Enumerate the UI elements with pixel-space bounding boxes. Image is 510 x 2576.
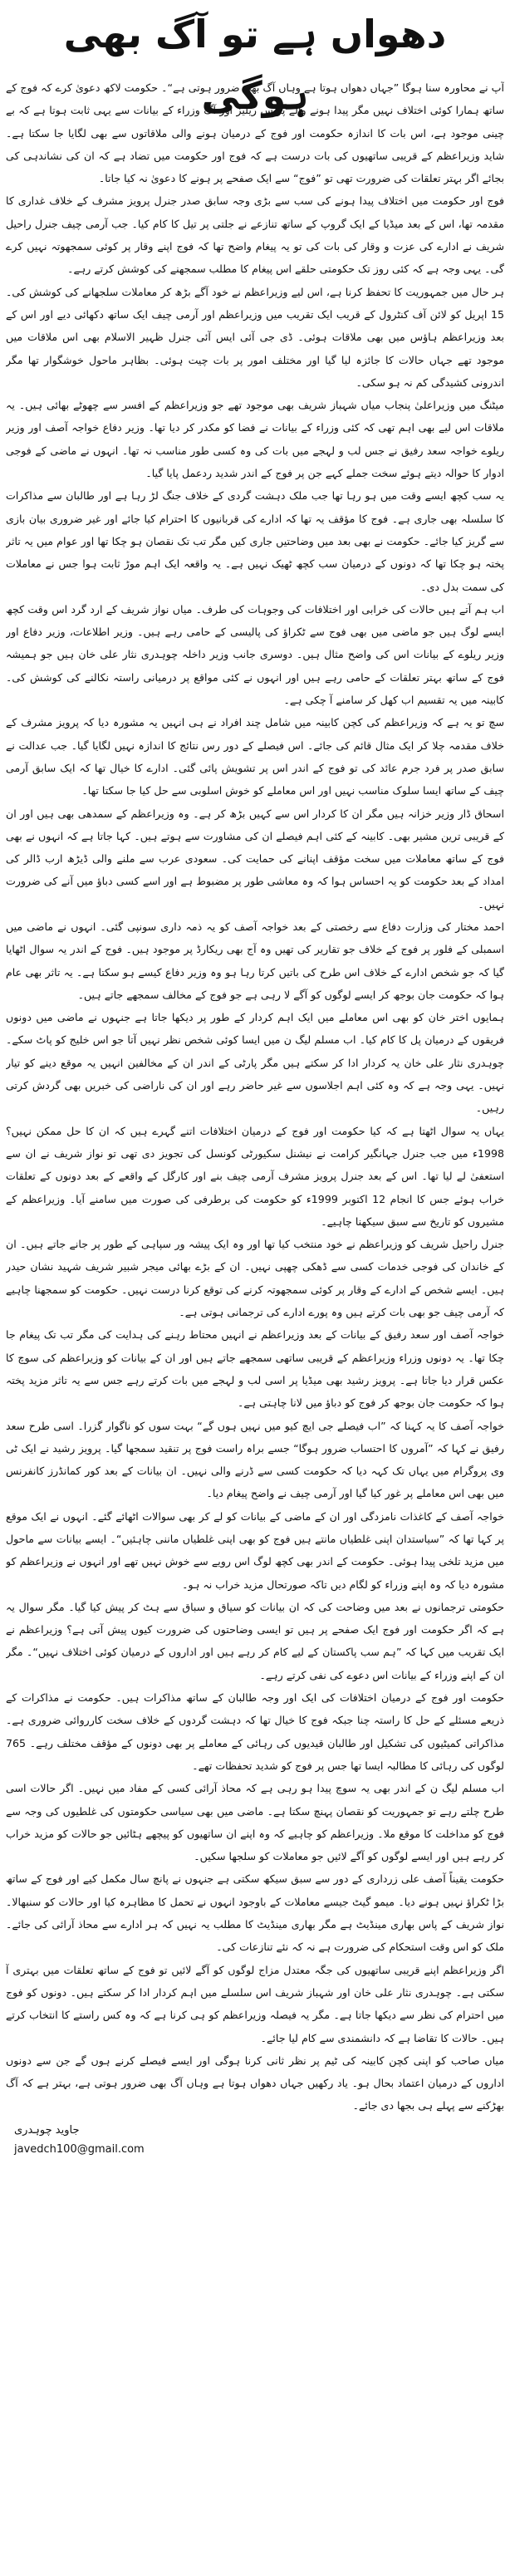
article-paragraph: اب ہم آتے ہیں حالات کی خرابی اور اختلافات کی وجوہات کی طرف۔ میاں نواز شریف کے ارد گرد اس وقت کچھ ایسے لوگ ہیں جو ماضی میں بھی فوج سے ٹکراؤ کی پالیسی کے حامی رہے ہیں۔ وزیر اطلاعات، وزیر دفاع اور وزیر ریلوے کے بیانات اس کی واضح مثال ہیں۔ دوسری جانب وزیر داخلہ چوہدری نثار علی خان ہیں جو ہمیشہ فوج کے ساتھ بہتر تعلقات کے حامی رہے ہیں اور انہوں نے کئی مواقع پر درمیانی راستہ نکالنے کی کوشش کی۔ کابینہ میں یہ تقسیم اب کھل کر سامنے آ چکی ہے۔ <box>6 602 504 707</box>
article-paragraph: خواجہ آصف کا یہ کہنا کہ ”اب فیصلے جی ایچ کیو میں نہیں ہوں گے“ بہت سوں کو ناگوار گزرا۔ اسی طرح سعد رفیق نے کہا کہ ”آمروں کا احتساب ضرور ہوگا“ جسے براہ راست فوج پر تنقید سمجھا گیا۔ پرویز رشید نے ایک ٹی وی پروگرام میں یہاں تک کہہ دیا کہ حکومت کسی سے ڈرنے والی نہیں۔ ان بیانات کے بعد کور کمانڈرز کانفرنس میں بھی اس معاملے پر غور کیا گیا اور آرمی چیف نے واضح پیغام دیا۔ <box>6 1419 504 1500</box>
article-paragraph: اب مسلم لیگ ن کے اندر بھی یہ سوچ پیدا ہو رہی ہے کہ محاذ آرائی کسی کے مفاد میں نہیں۔ اگر حالات اسی طرح چلتے رہے تو جمہوریت کو نقصان پہنچ سکتا ہے۔ ماضی میں بھی سیاسی حکومتوں کی غلطیوں کی وجہ سے فوج کو مداخلت کا موقع ملا۔ وزیراعظم کو چاہیے کہ وہ اپنے ان ساتھیوں کو پیچھے ہٹائیں جو حالات کو مزید خراب کر رہے ہیں اور ایسے لوگوں کو آگے لائیں جو معاملات کو سلجھا سکیں۔ <box>6 1782 504 1863</box>
article-paragraph: حکومت اور فوج کے درمیان اختلافات کی ایک اور وجہ طالبان کے ساتھ مذاکرات ہیں۔ حکومت نے مذاکرات کے ذریعے مسئلے کے حل کا راستہ چنا جبکہ فوج کا خیال تھا کہ دہشت گردوں کے خلاف سخت کارروائی ضروری ہے۔ مذاکراتی کمیٹیوں کی تشکیل اور طالبان قیدیوں کی رہائی کے معاملے پر بھی دونوں کے مؤقف مختلف رہے۔ 765 لوگوں کی رہائی کا مطالبہ ایسا تھا جس پر فوج کو شدید تحفظات تھے۔ <box>6 1691 504 1772</box>
article-paragraph: حکومت یقیناً آصف علی زرداری کے دور سے سبق سیکھ سکتی ہے جنہوں نے پانچ سال مکمل کیے اور فوج کے ساتھ بڑا ٹکراؤ نہیں ہونے دیا۔ میمو گیٹ جیسے معاملات کے باوجود انہوں نے تحمل کا مظاہرہ کیا اور حالات کو سنبھالا۔ نواز شریف کے پاس بھاری مینڈیٹ ہے مگر بھاری مینڈیٹ کا مطلب یہ نہیں کہ ہر ادارے سے محاذ آرائی کی جائے۔ ملک کو اس وقت استحکام کی ضرورت ہے نہ کہ نئے تنازعات کی۔ <box>6 1872 504 1954</box>
article-paragraph: حکومتی ترجمانوں نے بعد میں وضاحت کی کہ ان بیانات کو سیاق و سباق سے ہٹ کر پیش کیا گیا۔ مگر سوال یہ ہے کہ اگر حکومت اور فوج ایک صفحے پر ہیں تو ایسی وضاحتوں کی ضرورت کیوں پیش آتی ہے؟ وزیراعظم نے ایک تقریب میں کہا کہ ”ہم سب پاکستان کے لیے کام کر رہے ہیں اور اداروں کے درمیان کوئی اختلاف نہیں“۔ مگر ان کے اپنے وزراء کے بیانات اس دعوے کی نفی کرتے رہے۔ <box>6 1600 504 1681</box>
article-headline: دھواں ہے تو آگ بھی ہوگی <box>63 12 447 118</box>
author-email: javedch100@gmail.com <box>14 2142 145 2156</box>
article-paragraph: ہمایوں اختر خان کو بھی اس معاملے میں ایک اہم کردار کے طور پر دیکھا جاتا ہے جنہوں نے ماضی میں دونوں فریقوں کے درمیان پل کا کام کیا۔ اب مسلم لیگ ن میں ایسا کوئی شخص نظر نہیں آتا جو اس خلیج کو پاٹ سکے۔ چوہدری نثار علی خان یہ کردار ادا کر سکتے ہیں مگر پارٹی کے اندر ان کے مخالفین انہیں یہ موقع دینے کو تیار نہیں۔ یہی وجہ ہے کہ وہ کئی اہم اجلاسوں سے غیر حاضر رہے اور ان کی ناراضی کی خبریں بھی گردش کرتی رہیں۔ <box>6 1011 504 1115</box>
article-body <box>6 76 504 2117</box>
article-paragraph: خواجہ آصف کے کاغذات نامزدگی اور ان کے ماضی کے بیانات کو لے کر بھی سوالات اٹھائے گئے۔ انہوں نے ایک موقع پر کہا تھا کہ ”سیاستدان اپنی غلطیاں مانتے ہیں فوج کو بھی اپنی غلطیاں ماننی چاہئیں“۔ ایسے بیانات سے ماحول میں مزید تلخی پیدا ہوئی۔ حکومت کے اندر بھی کچھ لوگ اس رویے سے خوش نہیں تھے اور انہوں نے وزیراعظم کو مشورہ دیا کہ وہ اپنے وزراء کو لگام دیں تاکہ صورتحال مزید خراب نہ ہو۔ <box>6 1509 504 1591</box>
author-name: جاوید چوہدری <box>14 2123 80 2137</box>
article-paragraph: اسحاق ڈار وزیر خزانہ ہیں مگر ان کا کردار اس سے کہیں بڑھ کر ہے۔ وہ وزیراعظم کے سمدھی بھی ہیں اور ان کے قریبی ترین مشیر بھی۔ کابینہ کے کئی اہم فیصلے ان کی مشاورت سے ہوتے ہیں۔ کہا جاتا ہے کہ انہوں نے بھی فوج کے ساتھ معاملات میں سخت مؤقف اپنانے کی حمایت کی۔ سعودی عرب سے ملنے والی ڈیڑھ ارب ڈالر کی امداد کے بعد حکومت کو یہ احساس ہوا کہ وہ معاشی طور پر مضبوط ہے اور اسے کسی دباؤ میں آنے کی ضرورت نہیں۔ <box>6 807 504 910</box>
article-paragraph: یہاں یہ سوال اٹھتا ہے کہ کیا حکومت اور فوج کے درمیان اختلافات اتنے گہرے ہیں کہ ان کا حل ممکن نہیں؟ 1998ء میں جب جنرل جہانگیر کرامت نے نیشنل سکیورٹی کونسل کی تجویز دی تھی تو نواز شریف نے ان سے استعفیٰ لے لیا تھا۔ اس کے بعد جنرل پرویز مشرف آرمی چیف بنے اور کارگل کے واقعے کے بعد دونوں کے تعلقات خراب ہوئے جس کا انجام 12 اکتوبر 1999ء کو حکومت کی برطرفی کی صورت میں سامنے آیا۔ وزیراعظم کے مشیروں کو تاریخ سے سبق سیکھنا چاہیے۔ <box>6 1124 504 1228</box>
article-paragraph: میاں صاحب کو اپنی کچن کابینہ کی ٹیم پر نظر ثانی کرنا ہوگی اور ایسے فیصلے کرنے ہوں گے جن سے دونوں اداروں کے درمیان اعتماد بحال ہو۔ یاد رکھیں جہاں دھواں ہوتا ہے وہاں آگ بھی ضرور ہوتی ہے، بہتر ہے کہ آگ بھڑکنے سے پہلے ہی بجھا دی جائے۔ <box>6 2053 504 2112</box>
article-column <box>6 3 504 2573</box>
article-paragraph: احمد مختار کی وزارت دفاع سے رخصتی کے بعد خواجہ آصف کو یہ ذمہ داری سونپی گئی۔ انہوں نے ماضی میں اسمبلی کے فلور پر فوج کے خلاف جو تقاریر کی تھیں وہ آج بھی ریکارڈ پر موجود ہیں۔ فوج کے اندر یہ سوال اٹھایا گیا کہ جو شخص ادارے کے خلاف اس طرح کی باتیں کرتا رہا ہو وہ وزیر دفاع کیسے ہو سکتا ہے۔ یہ تاثر بھی عام ہوا کہ حکومت جان بوجھ کر ایسے لوگوں کو آگے لا رہی ہے جو فوج کے مخالف سمجھے جاتے ہیں۔ <box>6 920 504 1001</box>
article-paragraph: جنرل راحیل شریف کو وزیراعظم نے خود منتخب کیا تھا اور وہ ایک پیشہ ور سپاہی کے طور پر جانے جاتے ہیں۔ ان کے خاندان کی فوجی خدمات کسی سے ڈھکی چھپی نہیں۔ ان کے بڑے بھائی میجر شبیر شریف شہید نشان حیدر ہیں۔ ایسے شخص کے ادارے کے وقار پر کوئی سمجھوتہ کرنے کی توقع کرنا درست نہیں۔ حکومت کو سمجھنا چاہیے کہ آرمی چیف جو بھی بات کرتے ہیں وہ پورے ادارے کی ترجمانی ہوتی ہے۔ <box>6 1238 504 1319</box>
article-paragraph: یہ سب کچھ ایسے وقت میں ہو رہا تھا جب ملک دہشت گردی کے خلاف جنگ لڑ رہا ہے اور طالبان سے مذاکرات کا سلسلہ بھی جاری ہے۔ فوج کا مؤقف یہ تھا کہ ادارے کی قربانیوں کا احترام کیا جائے اور غیر ضروری بیان بازی سے گریز کیا جائے۔ حکومت نے بھی بعد میں وضاحتیں جاری کیں مگر تب تک نقصان ہو چکا تھا اور عوام میں یہ تاثر پختہ ہو چکا تھا کہ دونوں کے درمیان سب کچھ ٹھیک نہیں ہے۔ یہ واقعہ ایک اہم موڑ ثابت ہوا جس نے معاملات کی سمت بدل دی۔ <box>6 489 504 593</box>
article-paragraph: سچ تو یہ ہے کہ وزیراعظم کی کچن کابینہ میں شامل چند افراد نے ہی انہیں یہ مشورہ دیا کہ پرویز مشرف کے خلاف مقدمہ چلا کر ایک مثال قائم کی جائے۔ اس فیصلے کے دور رس نتائج کا اندازہ نہیں لگایا گیا۔ جب عدالت نے سابق صدر پر فرد جرم عائد کی تو فوج کے اندر اس پر تشویش پائی گئی۔ ادارے کا خیال تھا کہ ایک سابق آرمی چیف کے ساتھ ایسا سلوک مناسب نہیں اور اس معاملے کو خوش اسلوبی سے حل کیا جا سکتا تھا۔ <box>6 716 504 797</box>
article-paragraph: آپ نے محاورہ سنا ہوگا ”جہاں دھواں ہوتا ہے وہاں آگ بھی ضرور ہوتی ہے“۔ حکومت لاکھ دعویٰ کرے کہ فوج کے ساتھ ہمارا کوئی اختلاف نہیں مگر پیدا ہونے والے پریس ریلیز اور آگ وزراء کے بیانات سے یہی ثابت ہوتا ہے کہ بے چینی موجود ہے، اس بات کا اندازہ حکومت اور فوج کے درمیان ہونے والی ملاقاتوں سے بھی لگایا جا سکتا ہے۔ شاید وزیراعظم کے قریبی ساتھیوں کی بات درست ہے کہ فوج اور حکومت میں تضاد ہے کہ ان کی نشاندہی کی بجائے اگر بہتر تعلقات کی ضرورت تھی تو ”فوج“ سے ایک صفحے پر ہونے کا دعویٰ نہ کیا جاتا۔ <box>6 81 504 185</box>
article-paragraph: خواجہ آصف اور سعد رفیق کے بیانات کے بعد وزیراعظم نے انہیں محتاط رہنے کی ہدایت کی مگر تب تک پیغام جا چکا تھا۔ یہ دونوں وزراء وزیراعظم کے قریبی ساتھی سمجھے جاتے ہیں اور ان کے بیانات کو وزیراعظم کی سوچ کا عکس قرار دیا جاتا ہے۔ پرویز رشید بھی میڈیا پر اسی لب و لہجے میں بات کرتے رہے جس سے یہ تاثر مزید پختہ ہوا کہ حکومت جان بوجھ کر فوج کو دباؤ میں لانا چاہتی ہے۔ <box>6 1328 504 1410</box>
article-paragraph: اگر وزیراعظم اپنے قریبی ساتھیوں کی جگہ معتدل مزاج لوگوں کو آگے لائیں تو فوج کے ساتھ تعلقات میں بہتری آ سکتی ہے۔ چوہدری نثار علی خان اور شہباز شریف اس سلسلے میں اہم کردار ادا کر سکتے ہیں۔ دونوں کو فوج میں احترام کی نظر سے دیکھا جاتا ہے۔ مگر یہ فیصلہ وزیراعظم کو ہی کرنا ہے کہ وہ کس راستے کا انتخاب کرتے ہیں۔ حالات کا تقاضا ہے کہ دانشمندی سے کام لیا جائے۔ <box>6 1963 504 2044</box>
article-paragraph: میٹنگ میں وزیراعلیٰ پنجاب میاں شہباز شریف بھی موجود تھے جو وزیراعظم کے افسر سے چھوٹے بھائی ہیں۔ یہ ملاقات اس لیے بھی اہم تھی کہ کئی وزراء کے بیانات نے فضا کو مکدر کر دیا تھا۔ وزیر دفاع خواجہ آصف اور وزیر ریلوے خواجہ سعد رفیق نے جس لب و لہجے میں بات کی وہ کسی طور مناسب نہ تھا۔ انہوں نے ماضی کے فوجی ادوار کا حوالہ دیتے ہوئے سخت جملے کہے جن پر فوج کے اندر شدید ردعمل پایا گیا۔ <box>6 399 504 480</box>
article-paragraph: ہر حال میں جمہوریت کا تحفظ کرنا ہے، اس لیے وزیراعظم نے خود آگے بڑھ کر معاملات سلجھانے کی کوشش کی۔ 15 اپریل کو لائن آف کنٹرول کے قریب ایک تقریب میں وزیراعظم اور آرمی چیف ایک ساتھ دکھائی دیے اور اس کے بعد وزیراعظم ہاؤس میں بھی ملاقات ہوئی۔ ڈی جی آئی ایس آئی جنرل ظہیر الاسلام بھی اس ملاقات میں موجود تھے جہاں حالات کا جائزہ لیا گیا اور مختلف امور پر بات چیت ہوئی۔ بظاہر ماحول خوشگوار تھا مگر اندرونی کشیدگی کم نہ ہو سکی۔ <box>6 285 504 389</box>
author-signature <box>6 2121 504 2159</box>
article-paragraph: فوج اور حکومت میں اختلاف پیدا ہونے کی سب سے بڑی وجہ سابق صدر جنرل پرویز مشرف کے خلاف غداری کا مقدمہ تھا، اس کے بعد میڈیا کے ایک گروپ کے ساتھ تنازعے نے جلتی پر تیل کا کام کیا۔ جب آرمی چیف جنرل راحیل شریف نے ادارے کی عزت و وقار کی بات کی تو یہ پیغام واضح تھا کہ فوج اپنے وقار پر کوئی سمجھوتہ نہیں کرے گی۔ یہی وجہ ہے کہ کئی روز تک حکومتی حلقے اس پیغام کا مطلب سمجھنے کی کوشش کرتے رہے۔ <box>6 194 504 276</box>
